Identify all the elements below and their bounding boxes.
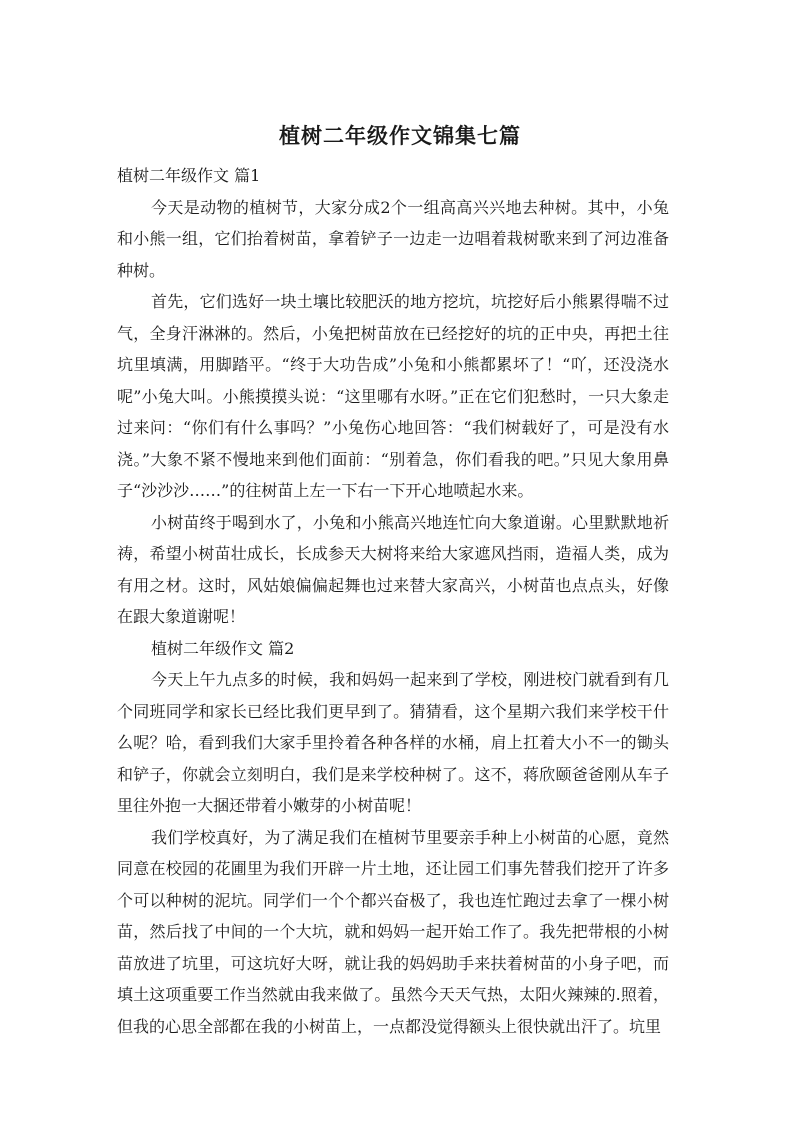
section-heading: 植树二年级作文 篇2 (151, 638, 295, 658)
section-heading: 植树二年级作文 篇1 (117, 166, 261, 185)
paragraph: 今天上午九点多的时候，我和妈妈一起来到了学校，刚进校门就看到有几个同班同学和家长已经比我们更早到了。猜猜看，这个星期六我们来学校干什么呢？哈，看到我们大家手里拎着各种各样的水桶，肩上扛着大小不一的锄头和铲子，你就会立刻明白，我们是来学校种树了。这不，蒋欣颐爸爸刚从车子里往外抱一大捆还带着小嫩芽的小树苗呢！ (117, 670, 669, 815)
paragraph: 小树苗终于喝到水了，小兔和小熊高兴地连忙向大象道谢。心里默默地祈祷，希望小树苗壮成长，长成参天大树将来给大家遮风挡雨，造福人类，成为有用之材。这时，风姑娘偏偏起舞也过来替大家高兴，小树苗也点点头，好像在跟大象道谢呢！ (117, 512, 669, 626)
paragraph: 今天是动物的植树节，大家分成2个一组高高兴兴地去种树。其中，小兔和小熊一组，它们抬着树苗，拿着铲子一边走一边唱着栽树歌来到了河边准备种树。 (117, 197, 669, 280)
document-title: 植树二年级作文锦集七篇 (279, 124, 521, 148)
paragraph: 首先，它们选好一块土壤比较肥沃的地方挖坑，坑挖好后小熊累得喘不过气，全身汗淋淋的。然后，小兔把树苗放在已经挖好的坑的正中央，再把土往坑里填满，用脚踏平。“终于大功告成”小兔和小熊都累坏了！“吖，还没浇水呢”小兔大叫。小熊摸摸头说：“这里哪有水呀。”正在它们犯愁时，一只大象走过来问：“你们有什么事吗？”小兔伤心地回答：“我们树载好了，可是没有水浇。”大象不紧不慢地来到他们面前：“别着急，你们看我的吧。”只见大象用鼻子“沙沙沙……”的往树苗上左一下右一下开心地喷起水来。 (117, 292, 669, 500)
paragraph: 我们学校真好，为了满足我们在植树节里要亲手种上小树苗的心愿，竟然同意在校园的花圃里为我们开辟一片土地，还让园工们事先替我们挖开了许多个可以种树的泥坑。同学们一个个都兴奋极了，我也连忙跑过去拿了一棵小树苗，然后找了中间的一个大坑，就和妈妈一起开始工作了。我先把带根的小树苗放进了坑里，可这坑好大呀，就让我的妈妈助手来扶着树苗的小身子吧，而填土这项重要工作当然就由我来做了。虽然今天天气热，太阳火辣辣的.照着，但我的心思全部都在我的小树苗上，一点都没觉得额头上很快就出汗了。坑里 (117, 827, 669, 1036)
document-body (117, 160, 669, 1042)
